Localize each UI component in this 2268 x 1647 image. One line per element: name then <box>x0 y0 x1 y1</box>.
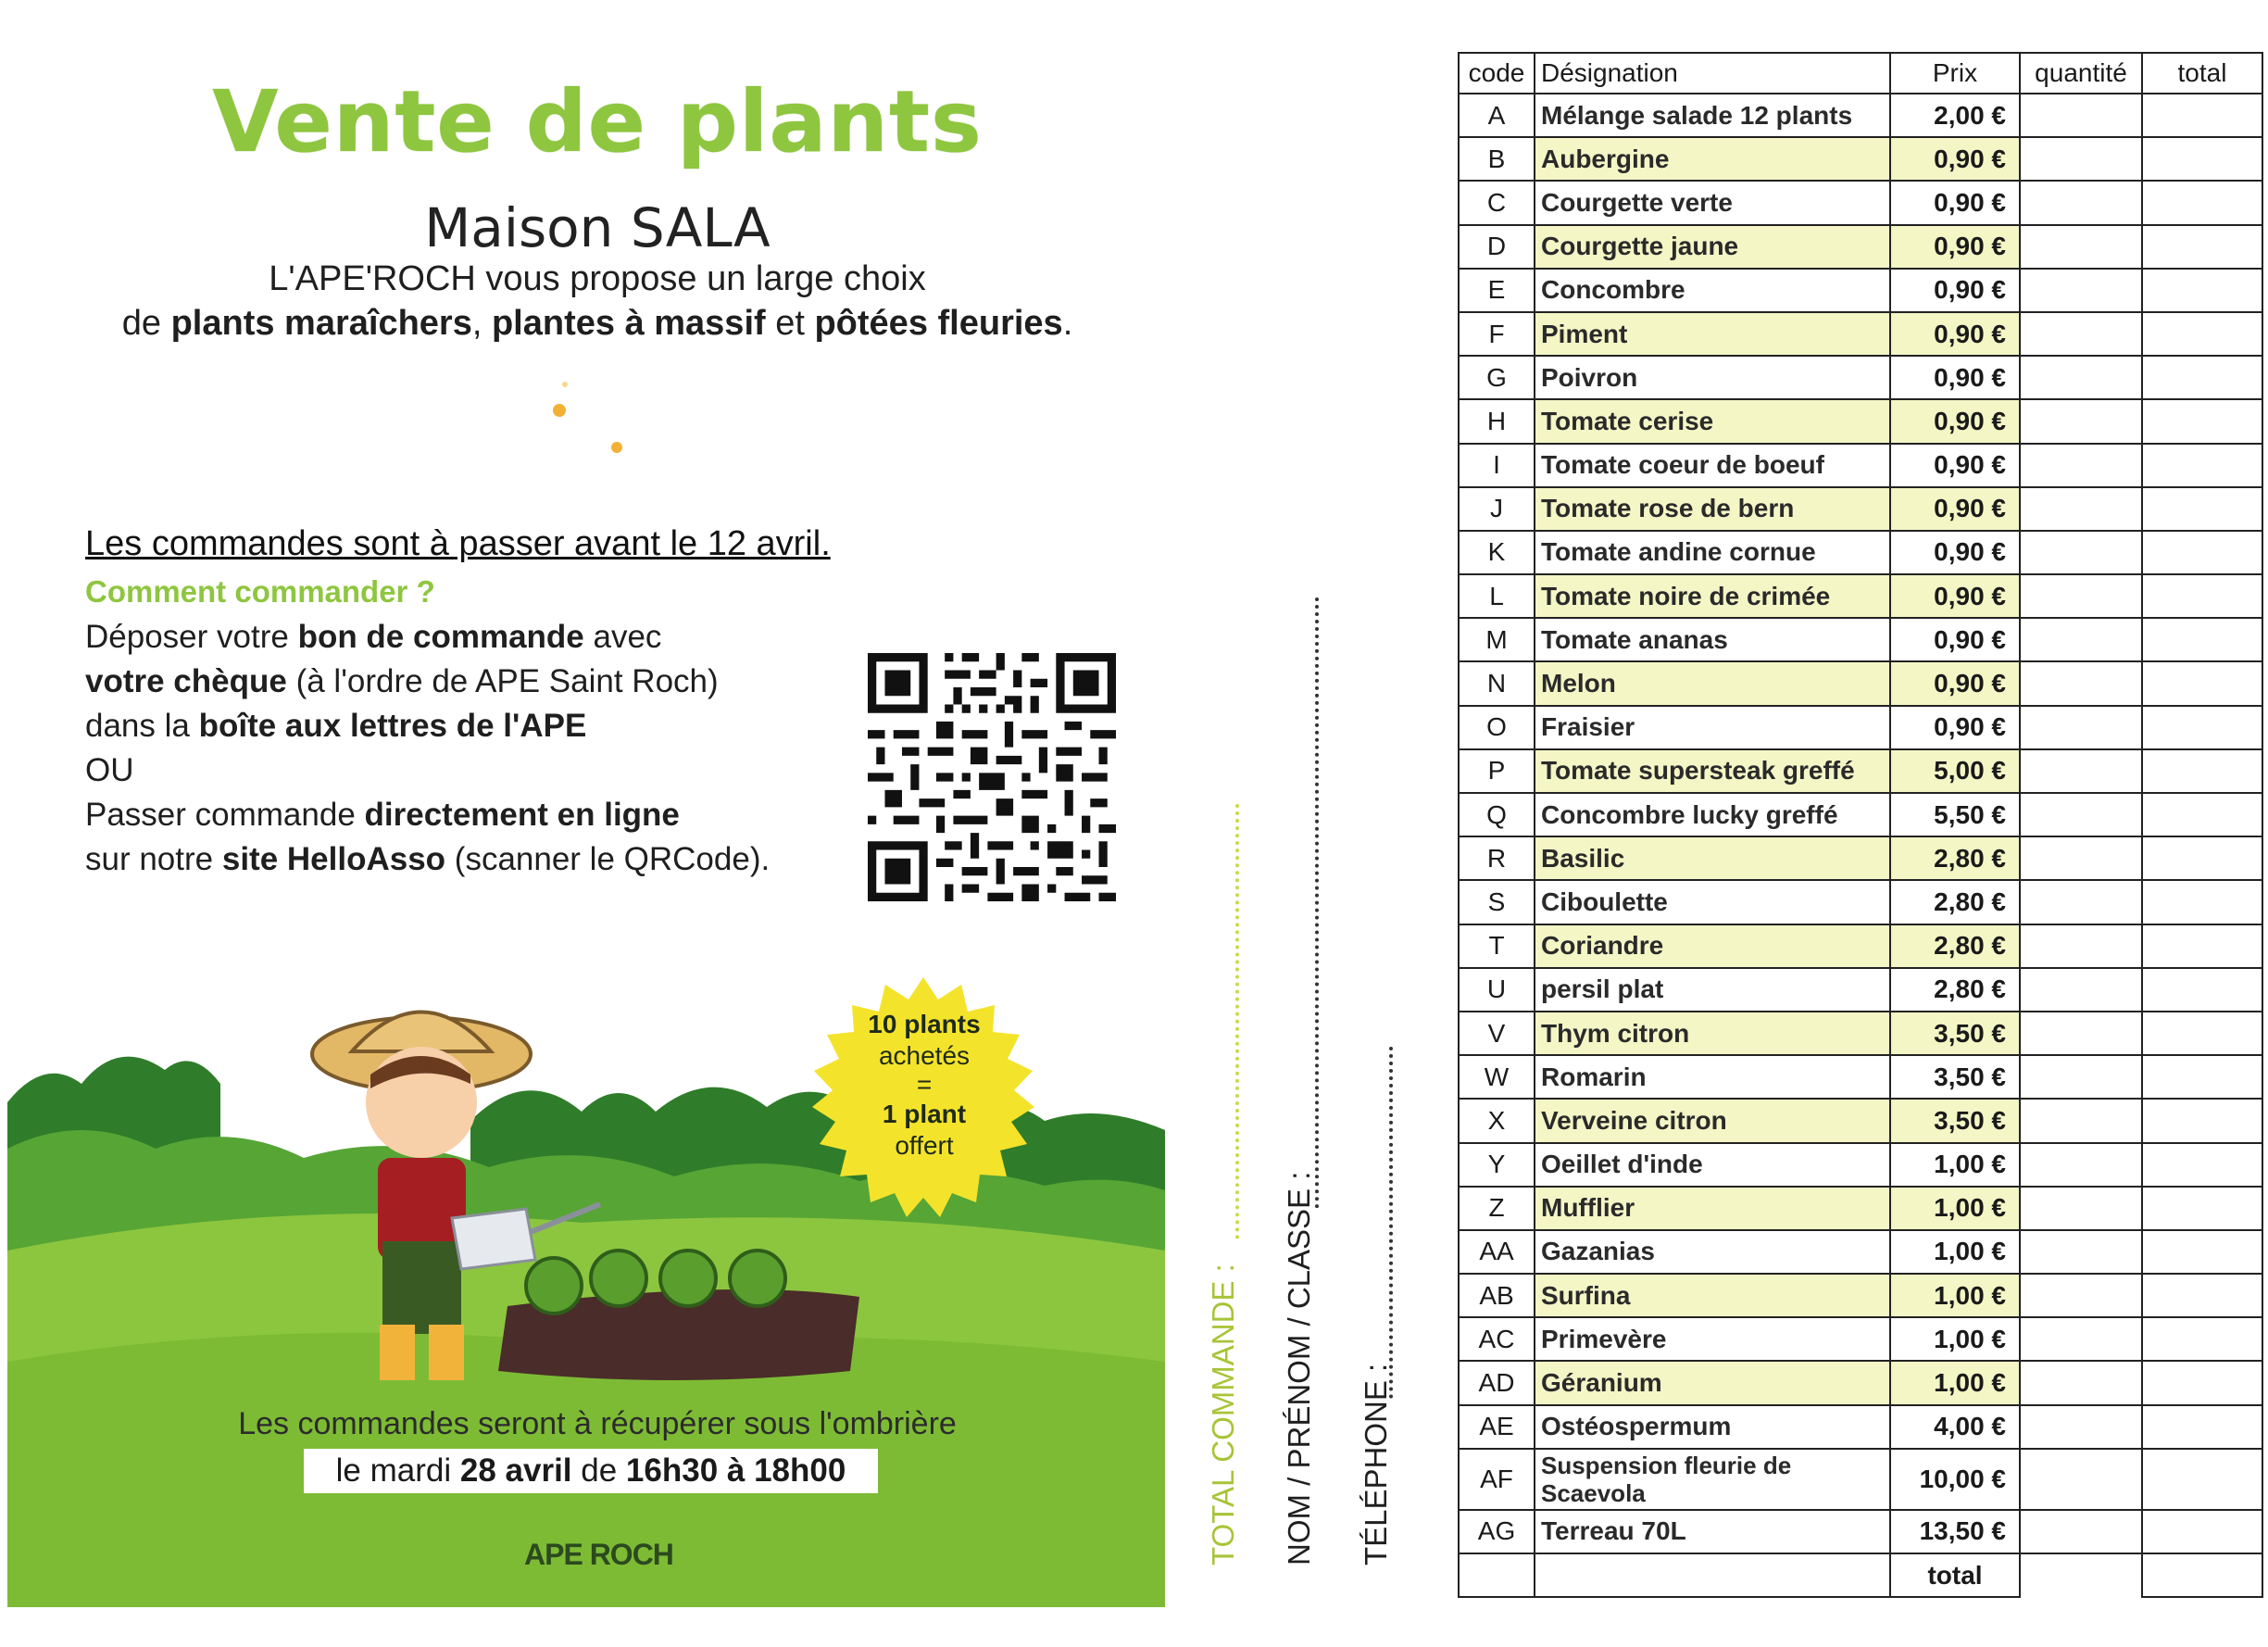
table-row <box>1459 793 2262 836</box>
row-code: Y <box>1459 1143 1535 1187</box>
row-designation: Thym citron <box>1535 1012 1890 1055</box>
badge-line-3: = <box>916 1070 933 1099</box>
row-price: 0,90 € <box>1890 269 2020 312</box>
row-total-field[interactable] <box>2142 181 2262 224</box>
table-row <box>1459 1230 2262 1274</box>
row-quantity-field[interactable] <box>2020 1361 2142 1404</box>
row-price: 5,00 € <box>1890 749 2020 793</box>
row-price: 2,80 € <box>1890 836 2020 880</box>
row-price: 3,50 € <box>1890 1055 2020 1099</box>
row-quantity-field[interactable] <box>2020 1449 2142 1510</box>
row-quantity-field[interactable] <box>2020 1099 2142 1142</box>
row-quantity-field[interactable] <box>2020 1510 2142 1553</box>
table-row <box>1459 94 2262 137</box>
nom-prenom-classe-field[interactable] <box>1315 597 1319 1209</box>
header-total: total <box>2142 53 2262 94</box>
row-quantity-field[interactable] <box>2020 1012 2142 1055</box>
row-quantity-field[interactable] <box>2020 1274 2142 1317</box>
row-total-field[interactable] <box>2142 137 2262 181</box>
table-row <box>1459 225 2262 269</box>
table-row <box>1459 1274 2262 1317</box>
row-quantity-field[interactable] <box>2020 444 2142 487</box>
table-header-row <box>1459 53 2262 94</box>
row-designation: Concombre lucky greffé <box>1535 793 1890 836</box>
row-code: AC <box>1459 1317 1535 1361</box>
table-row <box>1459 1405 2262 1449</box>
intro-line-1: L'APE'ROCH vous propose un large choix <box>269 259 926 298</box>
table-row <box>1459 1317 2262 1361</box>
telephone-field[interactable] <box>1389 1047 1393 1399</box>
row-total-field[interactable] <box>2142 1405 2262 1449</box>
table-row <box>1459 706 2262 749</box>
row-price: 0,90 € <box>1890 399 2020 443</box>
row-designation: Mufflier <box>1535 1187 1890 1230</box>
instruction-line-2: votre chèque (à l'ordre de APE Saint Roch) <box>85 663 719 699</box>
row-designation: Fraisier <box>1535 706 1890 749</box>
row-code: Z <box>1459 1187 1535 1230</box>
row-price: 0,90 € <box>1890 225 2020 269</box>
row-designation: Concombre <box>1535 269 1890 312</box>
row-quantity-field[interactable] <box>2020 706 2142 749</box>
row-price: 0,90 € <box>1890 618 2020 661</box>
flower-decoration-icon <box>537 375 639 468</box>
row-total-field[interactable] <box>2142 312 2262 356</box>
row-total-field[interactable] <box>2142 836 2262 880</box>
table-row <box>1459 836 2262 880</box>
row-total-field[interactable] <box>2142 531 2262 574</box>
footer-empty-designation <box>1535 1553 1890 1597</box>
row-code: Q <box>1459 793 1535 836</box>
row-designation: Suspension fleurie de Scaevola <box>1535 1449 1890 1510</box>
table-row <box>1459 1143 2262 1187</box>
row-code: V <box>1459 1012 1535 1055</box>
instruction-line-3: dans la boîte aux lettres de l'APE <box>85 708 587 744</box>
badge-line-5: offert <box>895 1131 954 1160</box>
row-price: 4,00 € <box>1890 1405 2020 1449</box>
row-price: 1,00 € <box>1890 1143 2020 1187</box>
row-total-field[interactable] <box>2142 1230 2262 1274</box>
row-quantity-field[interactable] <box>2020 531 2142 574</box>
row-price: 3,50 € <box>1890 1012 2020 1055</box>
row-total-field[interactable] <box>2142 749 2262 793</box>
row-total-field[interactable] <box>2142 661 2262 705</box>
nom-prenom-classe-label: NOM / PRÉNOM / CLASSE : <box>1282 1171 1316 1565</box>
row-price: 0,90 € <box>1890 487 2020 531</box>
how-to-order-heading: Comment commander ? <box>85 574 435 609</box>
row-total-field[interactable] <box>2142 880 2262 924</box>
row-code: K <box>1459 531 1535 574</box>
row-quantity-field[interactable] <box>2020 487 2142 531</box>
order-table <box>1458 52 2263 1598</box>
row-code: O <box>1459 706 1535 749</box>
row-designation: Ostéospermum <box>1535 1405 1890 1449</box>
row-code: N <box>1459 661 1535 705</box>
row-designation: Tomate andine cornue <box>1535 531 1890 574</box>
row-price: 0,90 € <box>1890 137 2020 181</box>
row-quantity-field[interactable] <box>2020 356 2142 399</box>
row-quantity-field[interactable] <box>2020 880 2142 924</box>
row-code: A <box>1459 94 1535 137</box>
row-code: R <box>1459 836 1535 880</box>
row-code: D <box>1459 225 1535 269</box>
row-code: J <box>1459 487 1535 531</box>
row-quantity-field[interactable] <box>2020 749 2142 793</box>
row-designation: Mélange salade 12 plants <box>1535 94 1890 137</box>
pickup-line-2: le mardi 28 avril de 16h30 à 18h00 <box>304 1449 878 1493</box>
table-row <box>1459 1187 2262 1230</box>
row-quantity-field[interactable] <box>2020 618 2142 661</box>
row-total-field[interactable] <box>2142 574 2262 618</box>
table-row <box>1459 137 2262 181</box>
row-quantity-field[interactable] <box>2020 225 2142 269</box>
row-total-field[interactable] <box>2142 1317 2262 1361</box>
row-code: I <box>1459 444 1535 487</box>
row-code: W <box>1459 1055 1535 1099</box>
footer-total-label: total <box>1890 1553 2020 1597</box>
row-code: AB <box>1459 1274 1535 1317</box>
row-designation: Piment <box>1535 312 1890 356</box>
row-total-field[interactable] <box>2142 1510 2262 1553</box>
row-total-field[interactable] <box>2142 1361 2262 1404</box>
row-designation: Terreau 70L <box>1535 1510 1890 1553</box>
row-quantity-field[interactable] <box>2020 269 2142 312</box>
row-designation: Basilic <box>1535 836 1890 880</box>
row-quantity-field[interactable] <box>2020 1143 2142 1187</box>
row-code: L <box>1459 574 1535 618</box>
flyer-title: Vente de plants <box>212 72 983 171</box>
row-total-field[interactable] <box>2142 94 2262 137</box>
row-designation: Coriandre <box>1535 924 1890 968</box>
total-commande-label: TOTAL COMMANDE : <box>1206 1264 1240 1565</box>
row-quantity-field[interactable] <box>2020 1317 2142 1361</box>
grand-total-field[interactable] <box>2142 1553 2262 1597</box>
row-total-field[interactable] <box>2142 706 2262 749</box>
row-total-field[interactable] <box>2142 356 2262 399</box>
row-code: S <box>1459 880 1535 924</box>
row-designation: Tomate coeur de boeuf <box>1535 444 1890 487</box>
row-quantity-field[interactable] <box>2020 1055 2142 1099</box>
table-row <box>1459 269 2262 312</box>
row-price: 1,00 € <box>1890 1230 2020 1274</box>
row-total-field[interactable] <box>2142 225 2262 269</box>
row-designation: Primevère <box>1535 1317 1890 1361</box>
row-quantity-field[interactable] <box>2020 94 2142 137</box>
row-total-field[interactable] <box>2142 399 2262 443</box>
row-price: 13,50 € <box>1890 1510 2020 1553</box>
pickup-line-1: Les commandes seront à récupérer sous l'ombrière <box>238 1406 957 1441</box>
row-code: X <box>1459 1099 1535 1142</box>
table-row <box>1459 574 2262 618</box>
row-total-field[interactable] <box>2142 968 2262 1012</box>
row-total-field[interactable] <box>2142 793 2262 836</box>
row-price: 0,90 € <box>1890 444 2020 487</box>
table-row <box>1459 968 2262 1012</box>
row-code: P <box>1459 749 1535 793</box>
row-quantity-field[interactable] <box>2020 924 2142 968</box>
row-quantity-field[interactable] <box>2020 1187 2142 1230</box>
row-total-field[interactable] <box>2142 269 2262 312</box>
table-row <box>1459 531 2262 574</box>
order-deadline: Les commandes sont à passer avant le 12 avril. <box>85 524 831 563</box>
table-row <box>1459 1361 2262 1404</box>
row-designation: Tomate supersteak greffé <box>1535 749 1890 793</box>
row-price: 1,00 € <box>1890 1274 2020 1317</box>
row-total-field[interactable] <box>2142 1055 2262 1099</box>
row-quantity-field[interactable] <box>2020 399 2142 443</box>
row-designation: Tomate ananas <box>1535 618 1890 661</box>
row-designation: Ciboulette <box>1535 880 1890 924</box>
row-quantity-field[interactable] <box>2020 836 2142 880</box>
row-quantity-field[interactable] <box>2020 137 2142 181</box>
table-row <box>1459 1449 2262 1510</box>
flyer-subtitle: Maison SALA <box>424 196 771 259</box>
row-price: 3,50 € <box>1890 1099 2020 1142</box>
row-designation: Courgette jaune <box>1535 225 1890 269</box>
row-price: 5,50 € <box>1890 793 2020 836</box>
table-row <box>1459 1099 2262 1142</box>
table-row <box>1459 181 2262 224</box>
qr-code[interactable] <box>868 653 1116 901</box>
row-quantity-field[interactable] <box>2020 661 2142 705</box>
instruction-or: OU <box>85 752 134 788</box>
row-quantity-field[interactable] <box>2020 793 2142 836</box>
ape-roch-logo: APE ROCH <box>524 1538 673 1571</box>
row-price: 10,00 € <box>1890 1449 2020 1510</box>
row-price: 1,00 € <box>1890 1361 2020 1404</box>
row-designation: Romarin <box>1535 1055 1890 1099</box>
row-designation: Gazanias <box>1535 1230 1890 1274</box>
row-code: T <box>1459 924 1535 968</box>
row-designation: persil plat <box>1535 968 1890 1012</box>
row-code: AD <box>1459 1361 1535 1404</box>
row-quantity-field[interactable] <box>2020 1230 2142 1274</box>
header-prix: Prix <box>1890 53 2020 94</box>
badge-line-1: 10 plants <box>868 1010 981 1038</box>
row-code: AE <box>1459 1405 1535 1449</box>
row-code: AG <box>1459 1510 1535 1553</box>
table-row <box>1459 661 2262 705</box>
row-total-field[interactable] <box>2142 1099 2262 1142</box>
row-price: 2,80 € <box>1890 880 2020 924</box>
row-quantity-field[interactable] <box>2020 181 2142 224</box>
badge-line-2: achetés <box>878 1041 971 1070</box>
badge-line-4: 1 plant <box>882 1100 967 1128</box>
table-row <box>1459 924 2262 968</box>
row-designation: Tomate rose de bern <box>1535 487 1890 531</box>
row-code: C <box>1459 181 1535 224</box>
row-code: AF <box>1459 1449 1535 1510</box>
table-row <box>1459 312 2262 356</box>
row-total-field[interactable] <box>2142 924 2262 968</box>
instruction-line-4: Passer commande directement en ligne <box>85 797 680 833</box>
row-designation: Tomate cerise <box>1535 399 1890 443</box>
row-designation: Melon <box>1535 661 1890 705</box>
row-price: 2,00 € <box>1890 94 2020 137</box>
row-code: F <box>1459 312 1535 356</box>
row-price: 0,90 € <box>1890 356 2020 399</box>
footer-empty-quantite <box>2020 1553 2142 1597</box>
row-code: G <box>1459 356 1535 399</box>
row-total-field[interactable] <box>2142 1012 2262 1055</box>
table-row <box>1459 356 2262 399</box>
row-designation: Poivron <box>1535 356 1890 399</box>
row-price: 2,80 € <box>1890 924 2020 968</box>
row-quantity-field[interactable] <box>2020 574 2142 618</box>
row-quantity-field[interactable] <box>2020 968 2142 1012</box>
telephone-label: TÉLÉPHONE : <box>1359 1363 1393 1565</box>
table-row <box>1459 880 2262 924</box>
row-code: E <box>1459 269 1535 312</box>
row-total-field[interactable] <box>2142 1274 2262 1317</box>
intro-line-2: de plants maraîchers, plantes à massif et pôtées fleuries. <box>121 304 1073 343</box>
row-price: 0,90 € <box>1890 574 2020 618</box>
footer-empty-code <box>1459 1553 1535 1597</box>
instruction-line-5: sur notre site HelloAsso (scanner le QRCode). <box>85 841 771 877</box>
header-designation: Désignation <box>1535 53 1890 94</box>
row-quantity-field[interactable] <box>2020 312 2142 356</box>
row-price: 0,90 € <box>1890 661 2020 705</box>
row-designation: Surfina <box>1535 1274 1890 1317</box>
row-code: H <box>1459 399 1535 443</box>
row-price: 0,90 € <box>1890 531 2020 574</box>
row-designation: Aubergine <box>1535 137 1890 181</box>
table-row <box>1459 618 2262 661</box>
row-price: 1,00 € <box>1890 1317 2020 1361</box>
table-row <box>1459 1055 2262 1099</box>
row-price: 1,00 € <box>1890 1187 2020 1230</box>
row-total-field[interactable] <box>2142 1143 2262 1187</box>
row-total-field[interactable] <box>2142 618 2262 661</box>
row-designation: Géranium <box>1535 1361 1890 1404</box>
row-quantity-field[interactable] <box>2020 1405 2142 1449</box>
table-row <box>1459 487 2262 531</box>
row-total-field[interactable] <box>2142 444 2262 487</box>
row-code: U <box>1459 968 1535 1012</box>
table-row <box>1459 1012 2262 1055</box>
row-total-field[interactable] <box>2142 1449 2262 1510</box>
row-code: AA <box>1459 1230 1535 1274</box>
table-row <box>1459 399 2262 443</box>
table-row <box>1459 1510 2262 1553</box>
table-footer-row <box>1459 1553 2262 1597</box>
row-price: 0,90 € <box>1890 706 2020 749</box>
header-code: code <box>1459 53 1535 94</box>
instruction-line-1: Déposer votre bon de commande avec <box>85 619 662 655</box>
row-total-field[interactable] <box>2142 1187 2262 1230</box>
row-price: 0,90 € <box>1890 312 2020 356</box>
header-quantite: quantité <box>2020 53 2142 94</box>
row-price: 2,80 € <box>1890 968 2020 1012</box>
row-designation: Courgette verte <box>1535 181 1890 224</box>
row-code: B <box>1459 137 1535 181</box>
row-code: M <box>1459 618 1535 661</box>
row-price: 0,90 € <box>1890 181 2020 224</box>
row-designation: Verveine citron <box>1535 1099 1890 1142</box>
table-row <box>1459 749 2262 793</box>
total-commande-field[interactable] <box>1235 804 1239 1239</box>
row-designation: Oeillet d'inde <box>1535 1143 1890 1187</box>
row-total-field[interactable] <box>2142 487 2262 531</box>
table-row <box>1459 444 2262 487</box>
row-designation: Tomate noire de crimée <box>1535 574 1890 618</box>
